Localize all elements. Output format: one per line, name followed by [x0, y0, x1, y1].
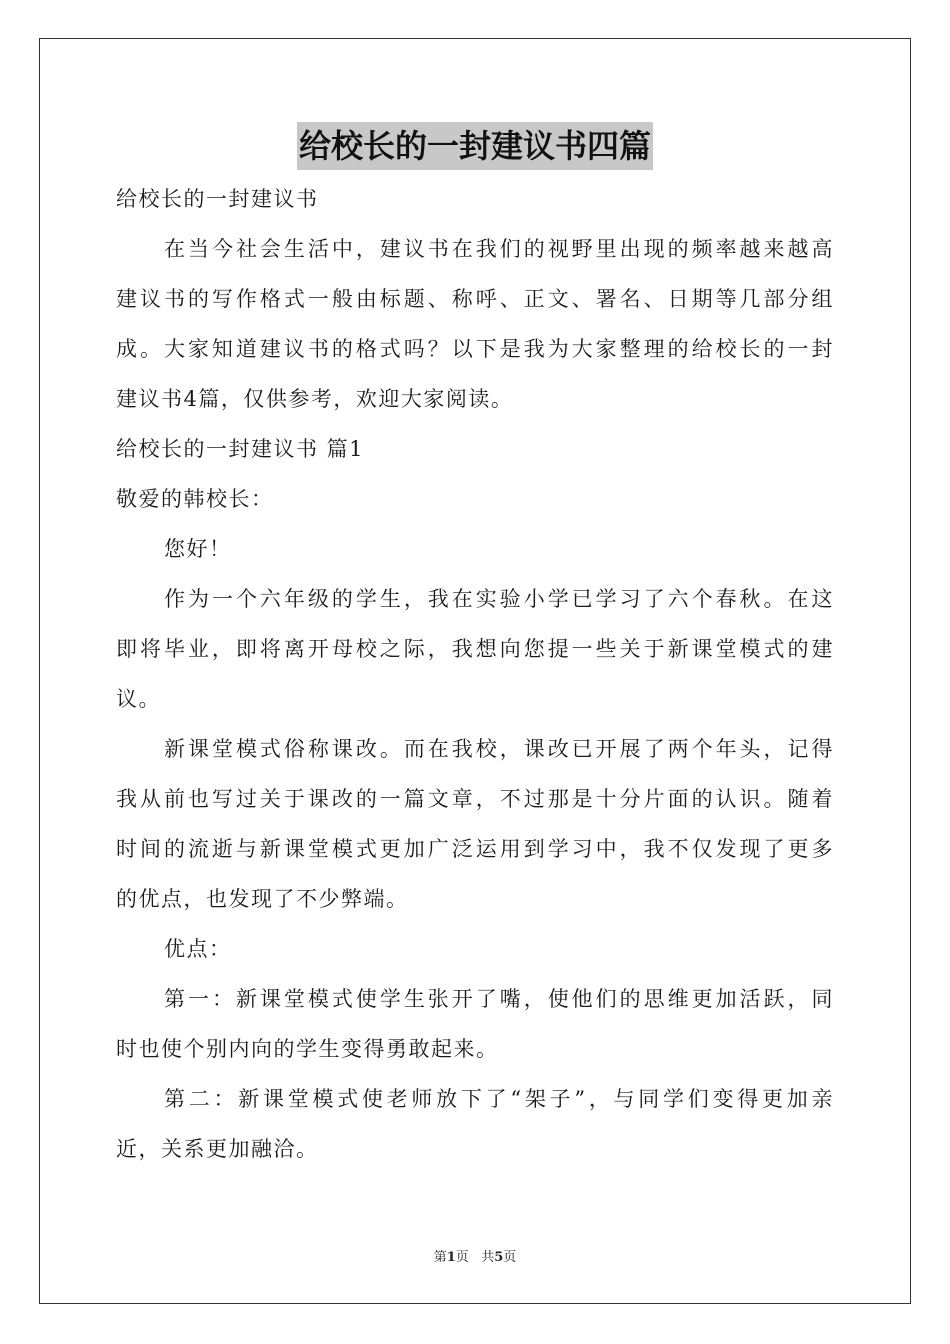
text-line: 作为一个六年级的学生，我在实验小学已学习了六个春秋。在这: [164, 587, 834, 611]
text-line: 第二：新课堂模式使老师放下了“架子”，与同学们变得更加亲: [164, 1087, 834, 1111]
text-line: 成。大家知道建议书的格式吗？以下是我为大家整理的给校长的一封: [116, 337, 834, 361]
text-line: 第一：新课堂模式使学生张开了嘴，使他们的思维更加活跃，同: [164, 987, 834, 1011]
text-line: 给校长的一封建议书: [116, 187, 319, 211]
text-line: 的优点，也发现了不少弊端。: [116, 887, 409, 911]
document-title: 给校长的一封建议书四篇: [297, 122, 653, 170]
text-line: 时间的流逝与新课堂模式更加广泛运用到学习中，我不仅发现了更多: [116, 837, 834, 861]
text-line: 建议书的写作格式一般由标题、称呼、正文、署名、日期等几部分组: [116, 287, 834, 311]
page-label-prefix: 第: [433, 1250, 447, 1265]
page-number: 1: [446, 1250, 456, 1265]
text-line: 新课堂模式俗称课改。而在我校，课改已开展了两个年头，记得: [164, 737, 834, 761]
page-label-suffix: 页: [455, 1250, 469, 1265]
text-line: 我从前也写过关于课改的一篇文章，不过那是十分片面的认识。随着: [116, 787, 834, 811]
document-body: [116, 174, 834, 1174]
text-line: 建议书4篇，仅供参考，欢迎大家阅读。: [116, 387, 514, 411]
text-line: 近，关系更加融洽。: [116, 1137, 319, 1161]
total-label-suffix: 页: [503, 1250, 517, 1265]
text-line: 时也使个别内向的学生变得勇敢起来。: [116, 1037, 499, 1061]
total-label-prefix: 共: [481, 1250, 495, 1265]
text-line: 优点：: [164, 937, 232, 961]
text-line: 给校长的一封建议书 篇1: [116, 437, 365, 461]
page-footer: [0, 1246, 950, 1265]
text-line: 即将毕业，即将离开母校之际，我想向您提一些关于新课堂模式的建: [116, 637, 834, 661]
title-wrap: [0, 122, 950, 170]
text-line: 您好！: [164, 537, 232, 561]
text-line: 敬爱的韩校长：: [116, 487, 274, 511]
total-pages: 5: [494, 1250, 504, 1265]
text-line: 议。: [116, 687, 161, 711]
text-line: 在当今社会生活中，建议书在我们的视野里出现的频率越来越高: [164, 237, 834, 261]
